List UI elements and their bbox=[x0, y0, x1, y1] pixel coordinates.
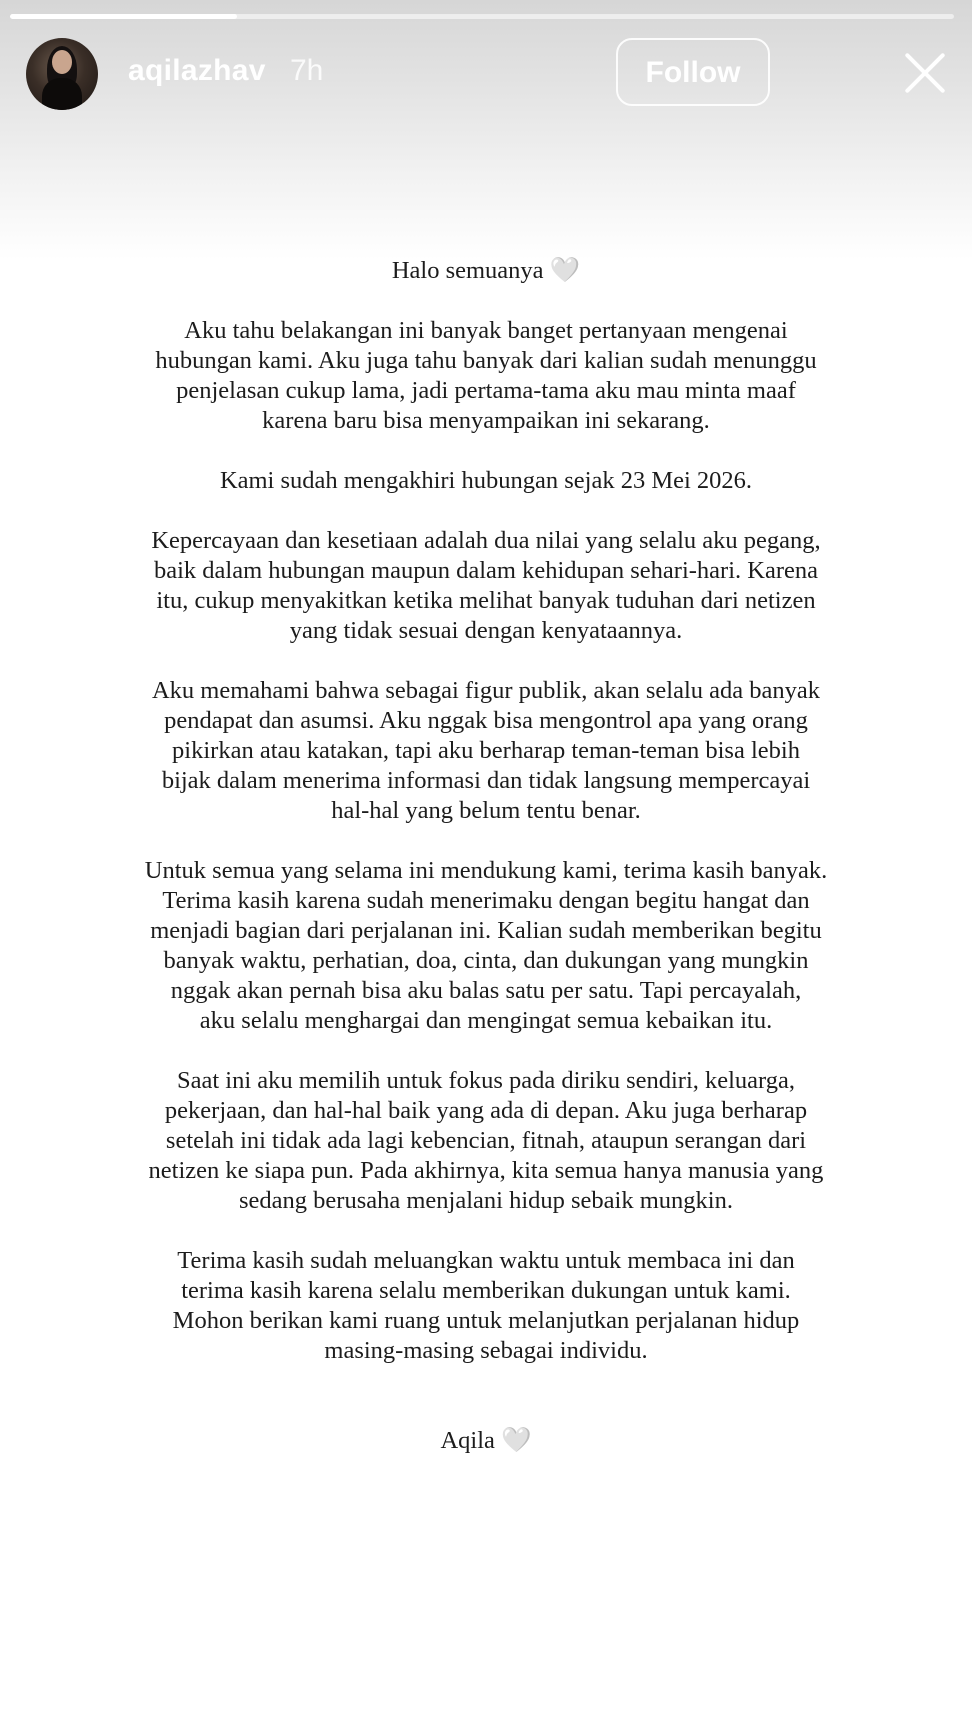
letter-line: terima kasih karena selalu memberikan dukungan untuk kami. bbox=[181, 1277, 791, 1304]
letter-paragraphs bbox=[60, 316, 912, 1366]
letter-line: yang tidak sesuai dengan kenyataannya. bbox=[289, 617, 683, 644]
letter-signature: Aqila 🤍 bbox=[440, 1427, 532, 1454]
letter-line: masing-masing sebagai individu. bbox=[324, 1337, 648, 1364]
story-progress-fill bbox=[10, 14, 237, 19]
letter-line: Kami sudah mengakhiri hubungan sejak 23 Mei 2026. bbox=[219, 467, 753, 494]
letter-line: pekerjaan, dan hal-hal baik yang ada di depan. Aku juga berharap bbox=[164, 1097, 808, 1124]
letter-paragraph bbox=[60, 676, 912, 826]
letter-line: netizen ke siapa pun. Pada akhirnya, kita semua hanya manusia yang bbox=[148, 1157, 824, 1184]
story-progress-bar bbox=[10, 14, 954, 19]
story-letter-text bbox=[60, 256, 912, 1486]
follow-button[interactable]: Follow bbox=[616, 38, 770, 106]
letter-line: pikirkan atau katakan, tapi aku berharap teman-teman bisa lebih bbox=[172, 737, 800, 764]
letter-line: itu, cukup menyakitkan ketika melihat banyak tuduhan dari netizen bbox=[156, 587, 816, 614]
letter-greeting: Halo semuanya 🤍 bbox=[391, 257, 581, 284]
letter-line: Mohon berikan kami ruang untuk melanjutkan perjalanan hidup bbox=[172, 1307, 800, 1334]
letter-line: penjelasan cukup lama, jadi pertama-tama aku mau minta maaf bbox=[176, 377, 796, 404]
letter-line: Terima kasih karena sudah menerimaku dengan begitu hangat dan bbox=[162, 887, 810, 914]
letter-line: sedang berusaha menjalani hidup sebaik mungkin. bbox=[239, 1187, 733, 1214]
letter-line: Kepercayaan dan kesetiaan adalah dua nilai yang selalu aku pegang, bbox=[151, 527, 821, 554]
letter-paragraph bbox=[60, 466, 912, 496]
letter-line: nggak akan pernah bisa aku balas satu per satu. Tapi percayalah, bbox=[170, 977, 802, 1004]
letter-line: hal-hal yang belum tentu benar. bbox=[331, 797, 641, 824]
letter-line: setelah ini tidak ada lagi kebencian, fitnah, ataupun serangan dari bbox=[165, 1127, 807, 1154]
letter-line: Aku memahami bahwa sebagai figur publik, akan selalu ada banyak bbox=[151, 677, 821, 704]
username-link[interactable]: aqilazhav bbox=[128, 54, 266, 87]
letter-paragraph bbox=[60, 856, 912, 1036]
letter-paragraph bbox=[60, 1066, 912, 1216]
letter-line: pendapat dan asumsi. Aku nggak bisa mengontrol apa yang orang bbox=[164, 707, 808, 734]
post-time: 7h bbox=[290, 54, 324, 87]
letter-line: hubungan kami. Aku juga tahu banyak dari kalian sudah menunggu bbox=[155, 347, 817, 374]
letter-line: Untuk semua yang selama ini mendukung kami, terima kasih banyak. bbox=[144, 857, 828, 884]
letter-paragraph bbox=[60, 316, 912, 436]
avatar[interactable] bbox=[26, 38, 98, 110]
letter-paragraph bbox=[60, 526, 912, 646]
letter-line: aku selalu menghargai dan mengingat semua kebaikan itu. bbox=[199, 1007, 773, 1034]
close-icon[interactable] bbox=[900, 48, 950, 98]
letter-line: karena baru bisa menyampaikan ini sekarang. bbox=[262, 407, 710, 434]
story-header bbox=[0, 36, 972, 112]
letter-line: Saat ini aku memilih untuk fokus pada diriku sendiri, keluarga, bbox=[176, 1067, 796, 1094]
letter-line: Terima kasih sudah meluangkan waktu untuk membaca ini dan bbox=[177, 1247, 795, 1274]
letter-line: banyak waktu, perhatian, doa, cinta, dan dukungan yang mungkin bbox=[163, 947, 809, 974]
letter-paragraph bbox=[60, 1246, 912, 1366]
letter-line: menjadi bagian dari perjalanan ini. Kalian sudah memberikan begitu bbox=[150, 917, 822, 944]
letter-line: bijak dalam menerima informasi dan tidak langsung mempercayai bbox=[161, 767, 811, 794]
letter-line: baik dalam hubungan maupun dalam kehidupan sehari-hari. Karena bbox=[154, 557, 818, 584]
avatar-body-shape bbox=[42, 78, 82, 110]
letter-line: Aku tahu belakangan ini banyak banget pertanyaan mengenai bbox=[184, 317, 788, 344]
avatar-face-shape bbox=[52, 50, 72, 74]
